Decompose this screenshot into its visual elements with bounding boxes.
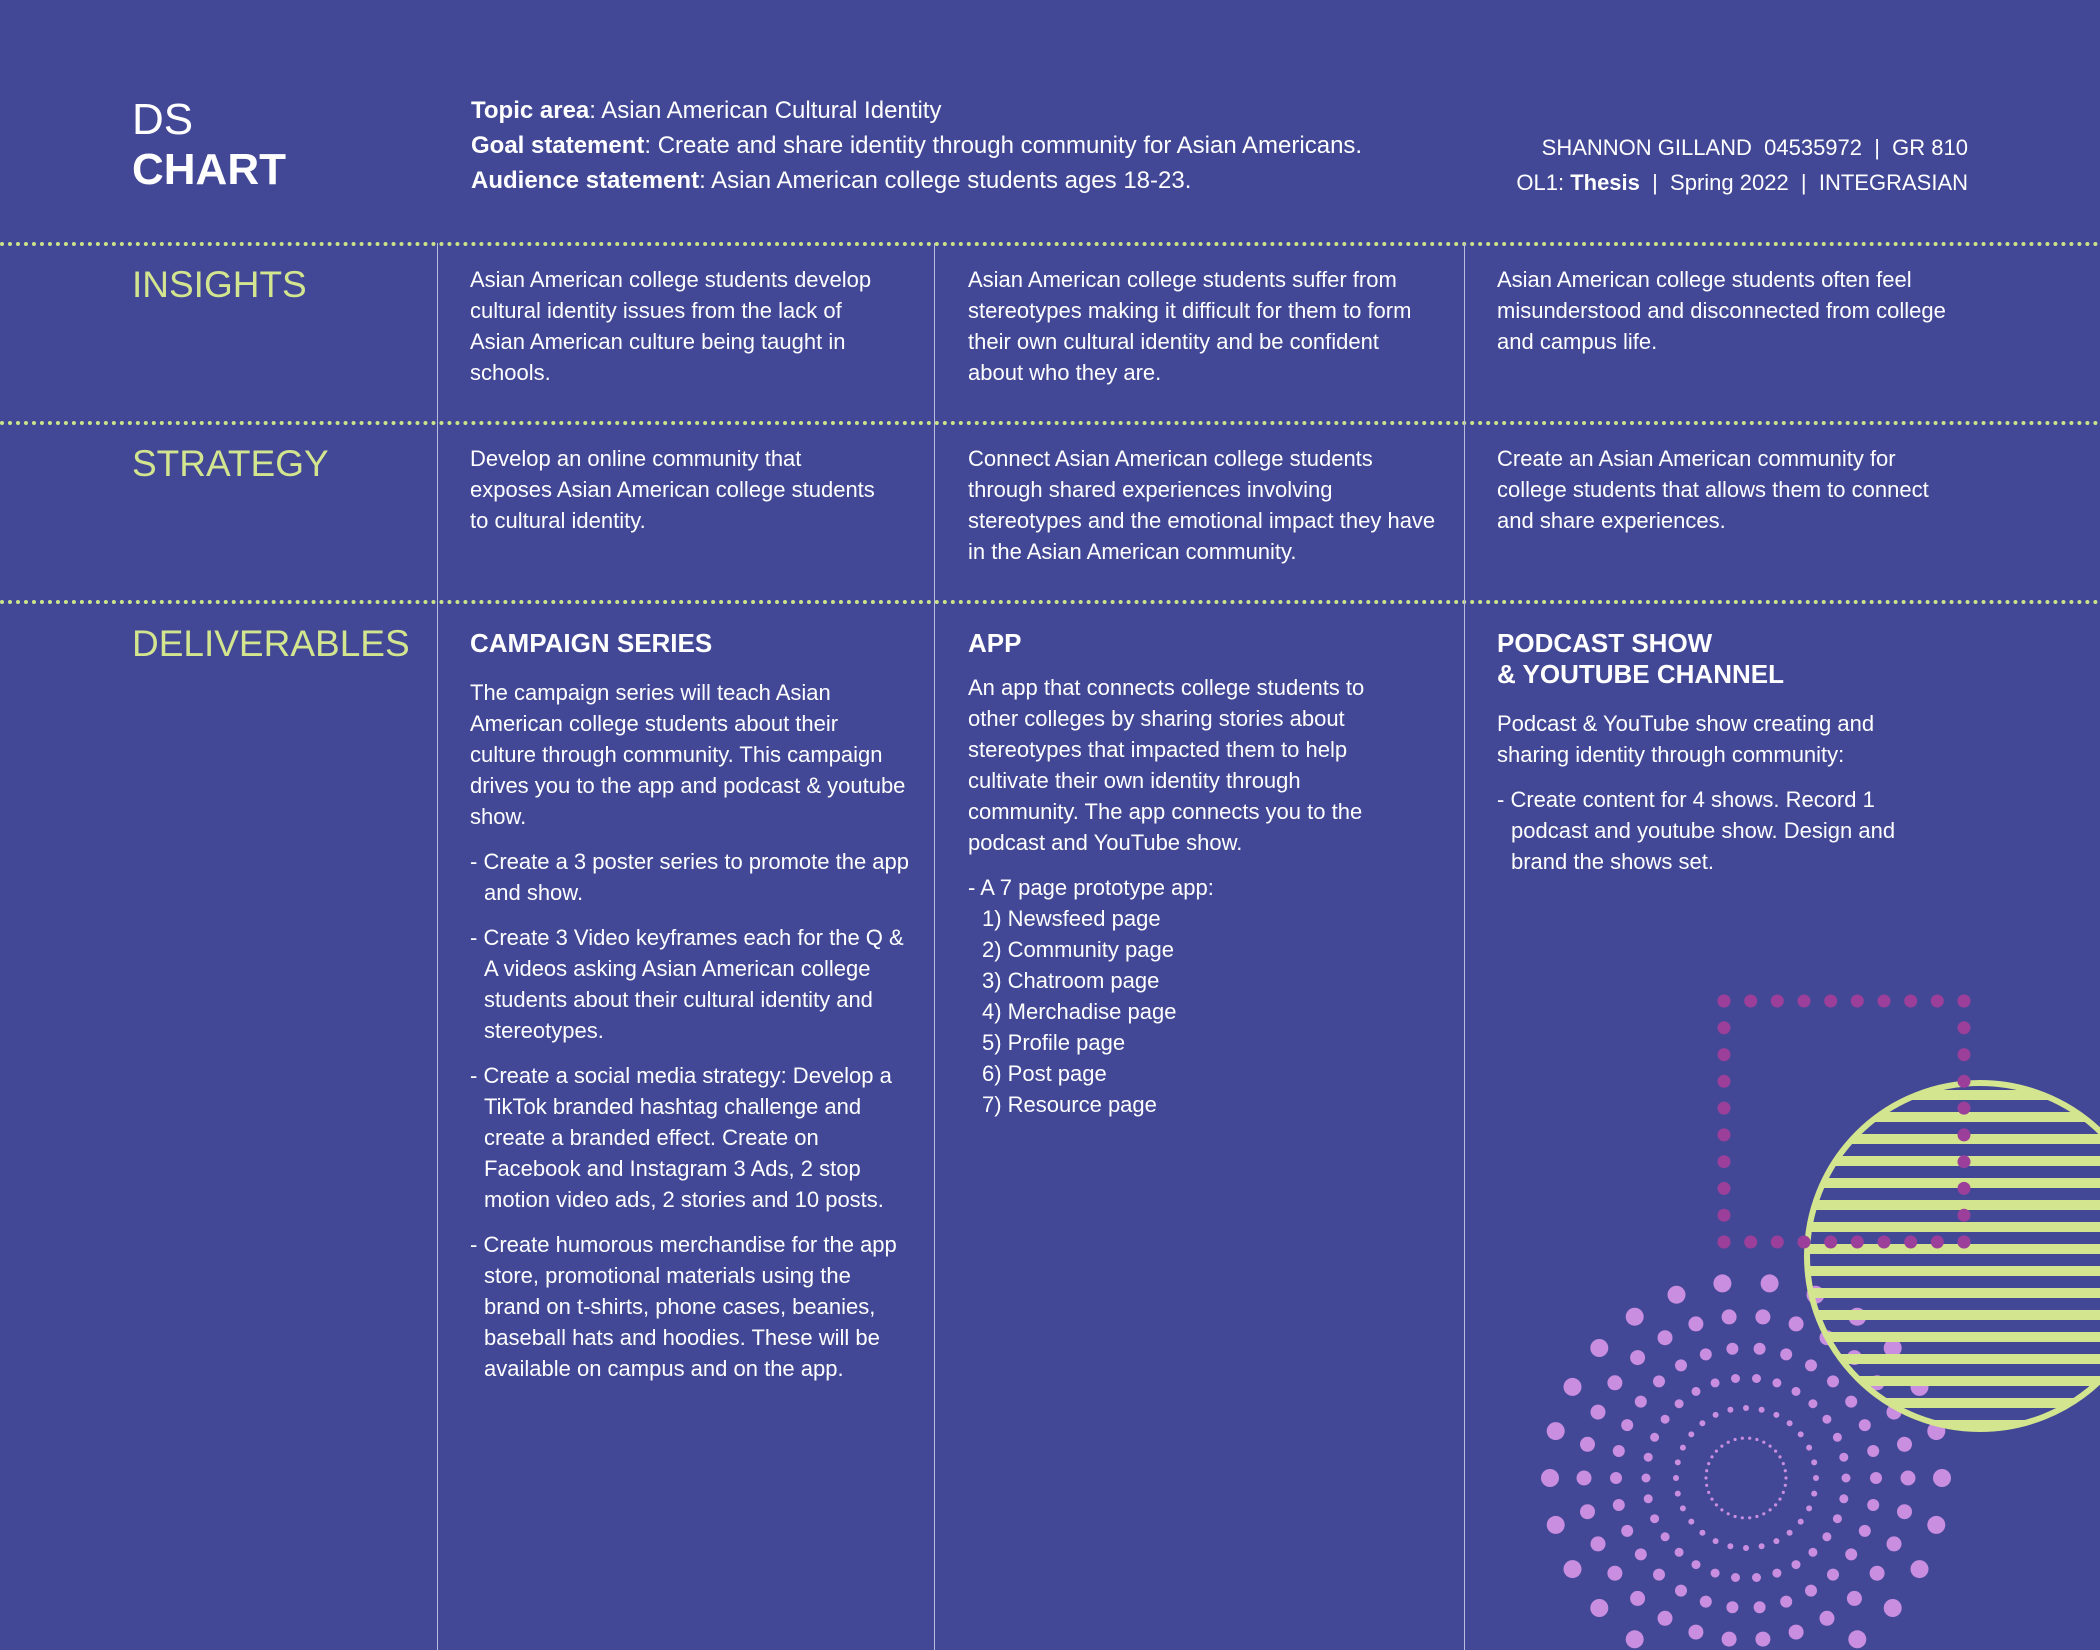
burst-dot xyxy=(1590,1599,1608,1617)
stripe xyxy=(1790,1288,2100,1298)
square-dot xyxy=(1878,1236,1891,1249)
campaign-bullet: - Create humorous merchandise for the app store, promotional materials using the brand on t-shirts, phone cases, beanies, baseball hats and hoodies. These will be available on campus and on the app. xyxy=(470,1232,897,1381)
burst-dot xyxy=(1715,1450,1718,1453)
square-dot xyxy=(1851,995,1864,1008)
stripe xyxy=(1790,1134,2100,1144)
burst-dot xyxy=(1822,1532,1831,1541)
burst-dot xyxy=(1833,1433,1842,1442)
burst-dot xyxy=(1727,1543,1733,1549)
burst-dot xyxy=(1811,1491,1817,1497)
burst-dot xyxy=(1772,1378,1781,1387)
burst-dot xyxy=(1564,1560,1582,1578)
column-rule-2 xyxy=(934,243,935,1650)
course-line xyxy=(1516,165,1968,200)
column-rule-3 xyxy=(1464,243,1465,1650)
burst-dot xyxy=(1805,1359,1817,1371)
burst-dot xyxy=(1726,1601,1738,1613)
burst-dot xyxy=(1839,1494,1848,1503)
burst-dot xyxy=(1715,1503,1718,1506)
burst-dot xyxy=(1780,1348,1792,1360)
divider-bottom xyxy=(0,600,2100,604)
topic-label: Topic area xyxy=(471,97,590,124)
square-dot xyxy=(1958,995,1971,1008)
burst-dot xyxy=(1784,1469,1787,1472)
burst-dot xyxy=(1692,1387,1701,1396)
campaign-bullet: - Create a social media strategy: Develop a TikTok branded hashtag challenge and create a branded effect. Create on Facebook and Instagram 3 Ads, 2 stop motion video ads, 2 stories and 10 posts. xyxy=(470,1063,892,1212)
burst-dot xyxy=(1613,1499,1625,1511)
burst-dot xyxy=(1782,1462,1785,1465)
burst-dot xyxy=(1827,1569,1839,1581)
burst-dot xyxy=(1827,1375,1839,1387)
burst-dot xyxy=(1752,1374,1761,1383)
burst-dot xyxy=(1933,1469,1951,1487)
list-item: 5) Profile page xyxy=(982,1030,1126,1055)
burst-dot xyxy=(1607,1375,1622,1390)
burst-dot xyxy=(1839,1453,1848,1462)
burst-dot xyxy=(1653,1569,1665,1581)
app-page-list xyxy=(968,903,1413,1120)
podcast-heading-line2: & YOUTUBE CHANNEL xyxy=(1497,659,1784,689)
insights-label: INSIGHTS xyxy=(132,264,307,305)
burst-dot xyxy=(1842,1474,1851,1483)
square-dot xyxy=(1824,995,1837,1008)
burst-dot xyxy=(1784,1476,1787,1479)
burst-dot xyxy=(1564,1378,1582,1396)
square-dot xyxy=(1718,1236,1731,1249)
goal-value: : Create and share identity through community for Asian Americans. xyxy=(644,132,1363,159)
burst-dot xyxy=(1778,1498,1781,1501)
burst-dot xyxy=(1710,1498,1713,1501)
burst-dot xyxy=(1911,1560,1929,1578)
burst-dot xyxy=(1675,1548,1684,1557)
square-dot xyxy=(1744,1236,1757,1249)
stripe xyxy=(1790,1112,2100,1122)
burst-dot xyxy=(1734,1515,1737,1518)
burst-dot xyxy=(1644,1494,1653,1503)
burst-dot xyxy=(1754,1601,1766,1613)
stripe xyxy=(1790,1398,2100,1408)
square-dot xyxy=(1958,1236,1971,1249)
burst-dot xyxy=(1731,1374,1740,1383)
burst-dot xyxy=(1887,1536,1902,1551)
deliverables-label: DELIVERABLES xyxy=(132,623,410,664)
burst-dot xyxy=(1833,1514,1842,1523)
stripe xyxy=(1790,1332,2100,1342)
stripe xyxy=(1790,1178,2100,1188)
deliverable-podcast xyxy=(1497,628,1927,891)
square-dot xyxy=(1958,1102,1971,1115)
burst-dot xyxy=(1705,1469,1708,1472)
burst-dot xyxy=(1743,1405,1749,1411)
burst-dot xyxy=(1811,1459,1817,1465)
column-rule-1 xyxy=(437,243,438,1650)
burst-dot xyxy=(1731,1573,1740,1582)
list-item: 3) Chatroom page xyxy=(982,968,1160,993)
burst-dot xyxy=(1813,1475,1819,1481)
burst-dot xyxy=(1547,1516,1565,1534)
square-dot xyxy=(1958,1075,1971,1088)
burst-dot xyxy=(1847,1591,1862,1606)
burst-dot xyxy=(1675,1459,1681,1465)
burst-dot xyxy=(1711,1569,1720,1578)
burst-dot xyxy=(1661,1415,1670,1424)
burst-dot xyxy=(1710,1455,1713,1458)
burst-dot xyxy=(1591,1405,1606,1420)
divider-top xyxy=(0,242,2100,246)
square-dot xyxy=(1718,995,1731,1008)
burst-dot xyxy=(1727,1512,1730,1515)
square-dot xyxy=(1718,1182,1731,1195)
strategy-2: Connect Asian American college students through shared experiences involving stereotypes and the emotional impact they have in the Asian American community. xyxy=(968,446,1436,564)
burst-dot xyxy=(1713,1274,1731,1292)
burst-dot xyxy=(1897,1504,1912,1519)
burst-dot xyxy=(1541,1469,1559,1487)
burst-dot xyxy=(1661,1532,1670,1541)
burst-dot xyxy=(1688,1316,1703,1331)
burst-dot xyxy=(1755,1632,1770,1647)
burst-dot xyxy=(1688,1431,1694,1437)
burst-dot xyxy=(1577,1471,1592,1486)
square-dot xyxy=(1798,1236,1811,1249)
burst-dot xyxy=(1787,1530,1793,1536)
burst-dot xyxy=(1859,1525,1871,1537)
burst-dot xyxy=(1699,1420,1705,1426)
course-suffix: | Spring 2022 | INTEGRASIAN xyxy=(1639,170,1968,195)
burst-dot xyxy=(1762,1441,1765,1444)
burst-dot xyxy=(1845,1548,1857,1560)
square-dot xyxy=(1798,995,1811,1008)
square-dot xyxy=(1958,1128,1971,1141)
square-dot xyxy=(1958,1155,1971,1168)
burst-dot xyxy=(1590,1339,1608,1357)
stripe xyxy=(1790,1200,2100,1210)
divider-middle xyxy=(0,421,2100,425)
square-dot xyxy=(1771,995,1784,1008)
burst-dot xyxy=(1727,1407,1733,1413)
burst-dot xyxy=(1580,1437,1595,1452)
square-dot xyxy=(1931,995,1944,1008)
burst-dot xyxy=(1650,1514,1659,1523)
burst-dot xyxy=(1741,1437,1744,1440)
author-line: SHANNON GILLAND 04535972 | GR 810 xyxy=(1541,135,1968,160)
statements xyxy=(471,93,1362,198)
burst-dot xyxy=(1610,1472,1622,1484)
burst-dot xyxy=(1773,1412,1779,1418)
square-dot xyxy=(1718,1155,1731,1168)
burst-dot xyxy=(1722,1632,1737,1647)
burst-dot xyxy=(1773,1538,1779,1544)
burst-dot xyxy=(1769,1445,1772,1448)
app-heading: APP xyxy=(968,628,1022,658)
podcast-heading xyxy=(1497,628,1927,690)
burst-dot xyxy=(1759,1543,1765,1549)
insight-1: Asian American college students develop cultural identity issues from the lack of Asian American culture being taught in schools. xyxy=(470,267,872,385)
burst-dot xyxy=(1769,1508,1772,1511)
square-dot xyxy=(1718,1075,1731,1088)
burst-dot xyxy=(1680,1505,1686,1511)
burst-dot xyxy=(1867,1499,1879,1511)
burst-dot xyxy=(1675,1585,1687,1597)
burst-dot xyxy=(1870,1566,1885,1581)
app-list-title: - A 7 page prototype app: xyxy=(968,875,1214,900)
stripe xyxy=(1790,1222,2100,1232)
insight-2: Asian American college students suffer from stereotypes making it difficult for them to form their own cultural identity and be confident about who they are. xyxy=(968,267,1412,385)
burst-dot xyxy=(1820,1611,1835,1626)
square-dot xyxy=(1744,995,1757,1008)
square-dot xyxy=(1718,1048,1731,1061)
burst-dot xyxy=(1867,1445,1879,1457)
campaign-intro: The campaign series will teach Asian American college students about their culture through community. This campaign drives you to the app and podcast & youtube show. xyxy=(470,680,906,829)
square-dot xyxy=(1958,1209,1971,1222)
burst-dot xyxy=(1650,1433,1659,1442)
burst-dot xyxy=(1635,1548,1647,1560)
square-dot xyxy=(1958,1182,1971,1195)
burst-dot xyxy=(1675,1399,1684,1408)
burst-dot xyxy=(1754,1343,1766,1355)
burst-dot xyxy=(1675,1491,1681,1497)
podcast-intro: Podcast & YouTube show creating and sharing identity through community: xyxy=(1497,711,1875,767)
burst-dot xyxy=(1630,1350,1645,1365)
burst-dot xyxy=(1772,1569,1781,1578)
burst-dot xyxy=(1726,1343,1738,1355)
burst-dot xyxy=(1845,1396,1857,1408)
burst-dot xyxy=(1720,1445,1723,1448)
burst-dot xyxy=(1789,1625,1804,1640)
dotted-burst-graphic xyxy=(1541,1274,1951,1650)
square-dot xyxy=(1904,1236,1917,1249)
campaign-bullet: - Create 3 Video keyframes each for the Q & A videos asking Asian American college students about their cultural identity and stereotypes. xyxy=(470,925,904,1043)
burst-dot xyxy=(1897,1437,1912,1452)
burst-dot xyxy=(1782,1491,1785,1494)
insight-3: Asian American college students often feel misunderstood and disconnected from college and campus life. xyxy=(1497,267,1946,354)
burst-dot xyxy=(1658,1611,1673,1626)
list-item: 7) Resource page xyxy=(982,1092,1157,1117)
goal-statement xyxy=(471,128,1362,163)
burst-dot xyxy=(1748,1516,1751,1519)
burst-dot xyxy=(1722,1309,1737,1324)
burst-dot xyxy=(1755,1515,1758,1518)
stripe xyxy=(1790,1244,2100,1254)
burst-dot xyxy=(1780,1596,1792,1608)
burst-dot xyxy=(1626,1308,1644,1326)
square-dot xyxy=(1958,1021,1971,1034)
burst-dot xyxy=(1635,1396,1647,1408)
burst-dot xyxy=(1673,1475,1679,1481)
burst-dot xyxy=(1870,1472,1882,1484)
burst-dot xyxy=(1547,1422,1565,1440)
burst-dot xyxy=(1621,1419,1633,1431)
burst-dot xyxy=(1734,1438,1737,1441)
burst-dot xyxy=(1580,1504,1595,1519)
list-item: 4) Merchadise page xyxy=(982,999,1177,1024)
list-item: 6) Post page xyxy=(982,1061,1107,1086)
title-ds: DS xyxy=(132,95,194,144)
burst-dot xyxy=(1591,1536,1606,1551)
deliverable-campaign xyxy=(470,628,910,1398)
burst-dot xyxy=(1692,1560,1701,1569)
burst-dot xyxy=(1743,1545,1749,1551)
burst-dot xyxy=(1642,1474,1651,1483)
burst-dot xyxy=(1759,1407,1765,1413)
square-dot xyxy=(1931,1236,1944,1249)
audience-label: Audience statement xyxy=(471,167,700,194)
square-dot xyxy=(1851,1236,1864,1249)
burst-dot xyxy=(1927,1516,1945,1534)
burst-dot xyxy=(1607,1566,1622,1581)
burst-dot xyxy=(1680,1445,1686,1451)
burst-dot xyxy=(1822,1415,1831,1424)
burst-dot xyxy=(1806,1445,1812,1451)
burst-dot xyxy=(1700,1348,1712,1360)
burst-dot xyxy=(1658,1330,1673,1345)
square-dot xyxy=(1904,995,1917,1008)
audience-statement xyxy=(471,163,1362,198)
title-chart: CHART xyxy=(132,145,286,194)
burst-dot xyxy=(1808,1548,1817,1557)
square-dot xyxy=(1878,995,1891,1008)
burst-dot xyxy=(1707,1462,1710,1465)
stripe xyxy=(1790,1266,2100,1276)
burst-dot xyxy=(1748,1437,1751,1440)
burst-dot xyxy=(1653,1375,1665,1387)
burst-dot xyxy=(1644,1453,1653,1462)
list-item: 1) Newsfeed page xyxy=(982,906,1161,931)
topic-statement xyxy=(471,93,1362,128)
burst-dot xyxy=(1704,1476,1707,1479)
burst-dot xyxy=(1626,1630,1644,1648)
burst-dot xyxy=(1806,1505,1812,1511)
podcast-bullet: - Create content for 4 shows. Record 1 podcast and youtube show. Design and brand the shows set. xyxy=(1497,787,1896,874)
burst-dot xyxy=(1705,1484,1708,1487)
square-dot xyxy=(1771,1236,1784,1249)
burst-dot xyxy=(1859,1419,1871,1431)
burst-dot xyxy=(1798,1519,1804,1525)
square-dot xyxy=(1958,1048,1971,1061)
square-dot xyxy=(1718,1102,1731,1115)
burst-dot xyxy=(1700,1596,1712,1608)
burst-dot xyxy=(1848,1630,1866,1648)
burst-dot xyxy=(1711,1378,1720,1387)
goal-label: Goal statement xyxy=(471,132,645,159)
burst-dot xyxy=(1741,1516,1744,1519)
burst-dot xyxy=(1613,1445,1625,1457)
burst-dot xyxy=(1787,1420,1793,1426)
burst-dot xyxy=(1707,1491,1710,1494)
burst-dot xyxy=(1762,1512,1765,1515)
burst-dot xyxy=(1713,1412,1719,1418)
list-item: 2) Community page xyxy=(982,937,1174,962)
burst-dot xyxy=(1784,1484,1787,1487)
square-dot xyxy=(1824,1236,1837,1249)
course-thesis: Thesis xyxy=(1570,170,1640,195)
burst-dot xyxy=(1792,1387,1801,1396)
square-dot xyxy=(1718,1209,1731,1222)
burst-dot xyxy=(1761,1274,1779,1292)
burst-dot xyxy=(1688,1519,1694,1525)
burst-dot xyxy=(1727,1441,1730,1444)
burst-dot xyxy=(1755,1438,1758,1441)
burst-dot xyxy=(1621,1525,1633,1537)
burst-dot xyxy=(1752,1573,1761,1582)
burst-dot xyxy=(1688,1625,1703,1640)
chart-title xyxy=(132,95,286,194)
burst-dot xyxy=(1792,1560,1801,1569)
burst-dot xyxy=(1713,1538,1719,1544)
burst-dot xyxy=(1774,1503,1777,1506)
topic-value: : Asian American Cultural Identity xyxy=(589,97,942,124)
audience-value: : Asian American college students ages 18-23. xyxy=(699,167,1192,194)
stripe xyxy=(1790,1310,2100,1320)
strategy-label: STRATEGY xyxy=(132,443,329,484)
burst-dot xyxy=(1884,1599,1902,1617)
deliverable-app xyxy=(968,628,1413,1120)
author-meta xyxy=(1516,130,1968,200)
burst-dot xyxy=(1755,1309,1770,1324)
strategy-1: Develop an online community that exposes Asian American college students to cultural identity. xyxy=(470,446,875,533)
burst-dot xyxy=(1675,1359,1687,1371)
burst-dot xyxy=(1699,1530,1705,1536)
strategy-3: Create an Asian American community for college students that allows them to connect and share experiences. xyxy=(1497,446,1929,533)
square-dot xyxy=(1718,1128,1731,1141)
app-intro: An app that connects college students to other colleges by sharing stories about stereotypes that impacted them to help cultivate their own identity through community. The app connects you to the podcast and YouTube show. xyxy=(968,675,1365,855)
campaign-heading: CAMPAIGN SERIES xyxy=(470,628,713,658)
campaign-bullet: - Create a 3 poster series to promote the app and show. xyxy=(470,849,910,905)
burst-dot xyxy=(1774,1450,1777,1453)
burst-dot xyxy=(1808,1399,1817,1408)
podcast-heading-line1: PODCAST SHOW xyxy=(1497,628,1713,658)
burst-dot xyxy=(1668,1286,1686,1304)
burst-dot xyxy=(1720,1508,1723,1511)
course-prefix: OL1: xyxy=(1516,170,1571,195)
burst-dot xyxy=(1630,1591,1645,1606)
burst-dot xyxy=(1805,1585,1817,1597)
burst-dot xyxy=(1901,1471,1916,1486)
burst-dot xyxy=(1789,1316,1804,1331)
square-dot xyxy=(1718,1021,1731,1034)
burst-dot xyxy=(1778,1455,1781,1458)
burst-dot xyxy=(1798,1431,1804,1437)
